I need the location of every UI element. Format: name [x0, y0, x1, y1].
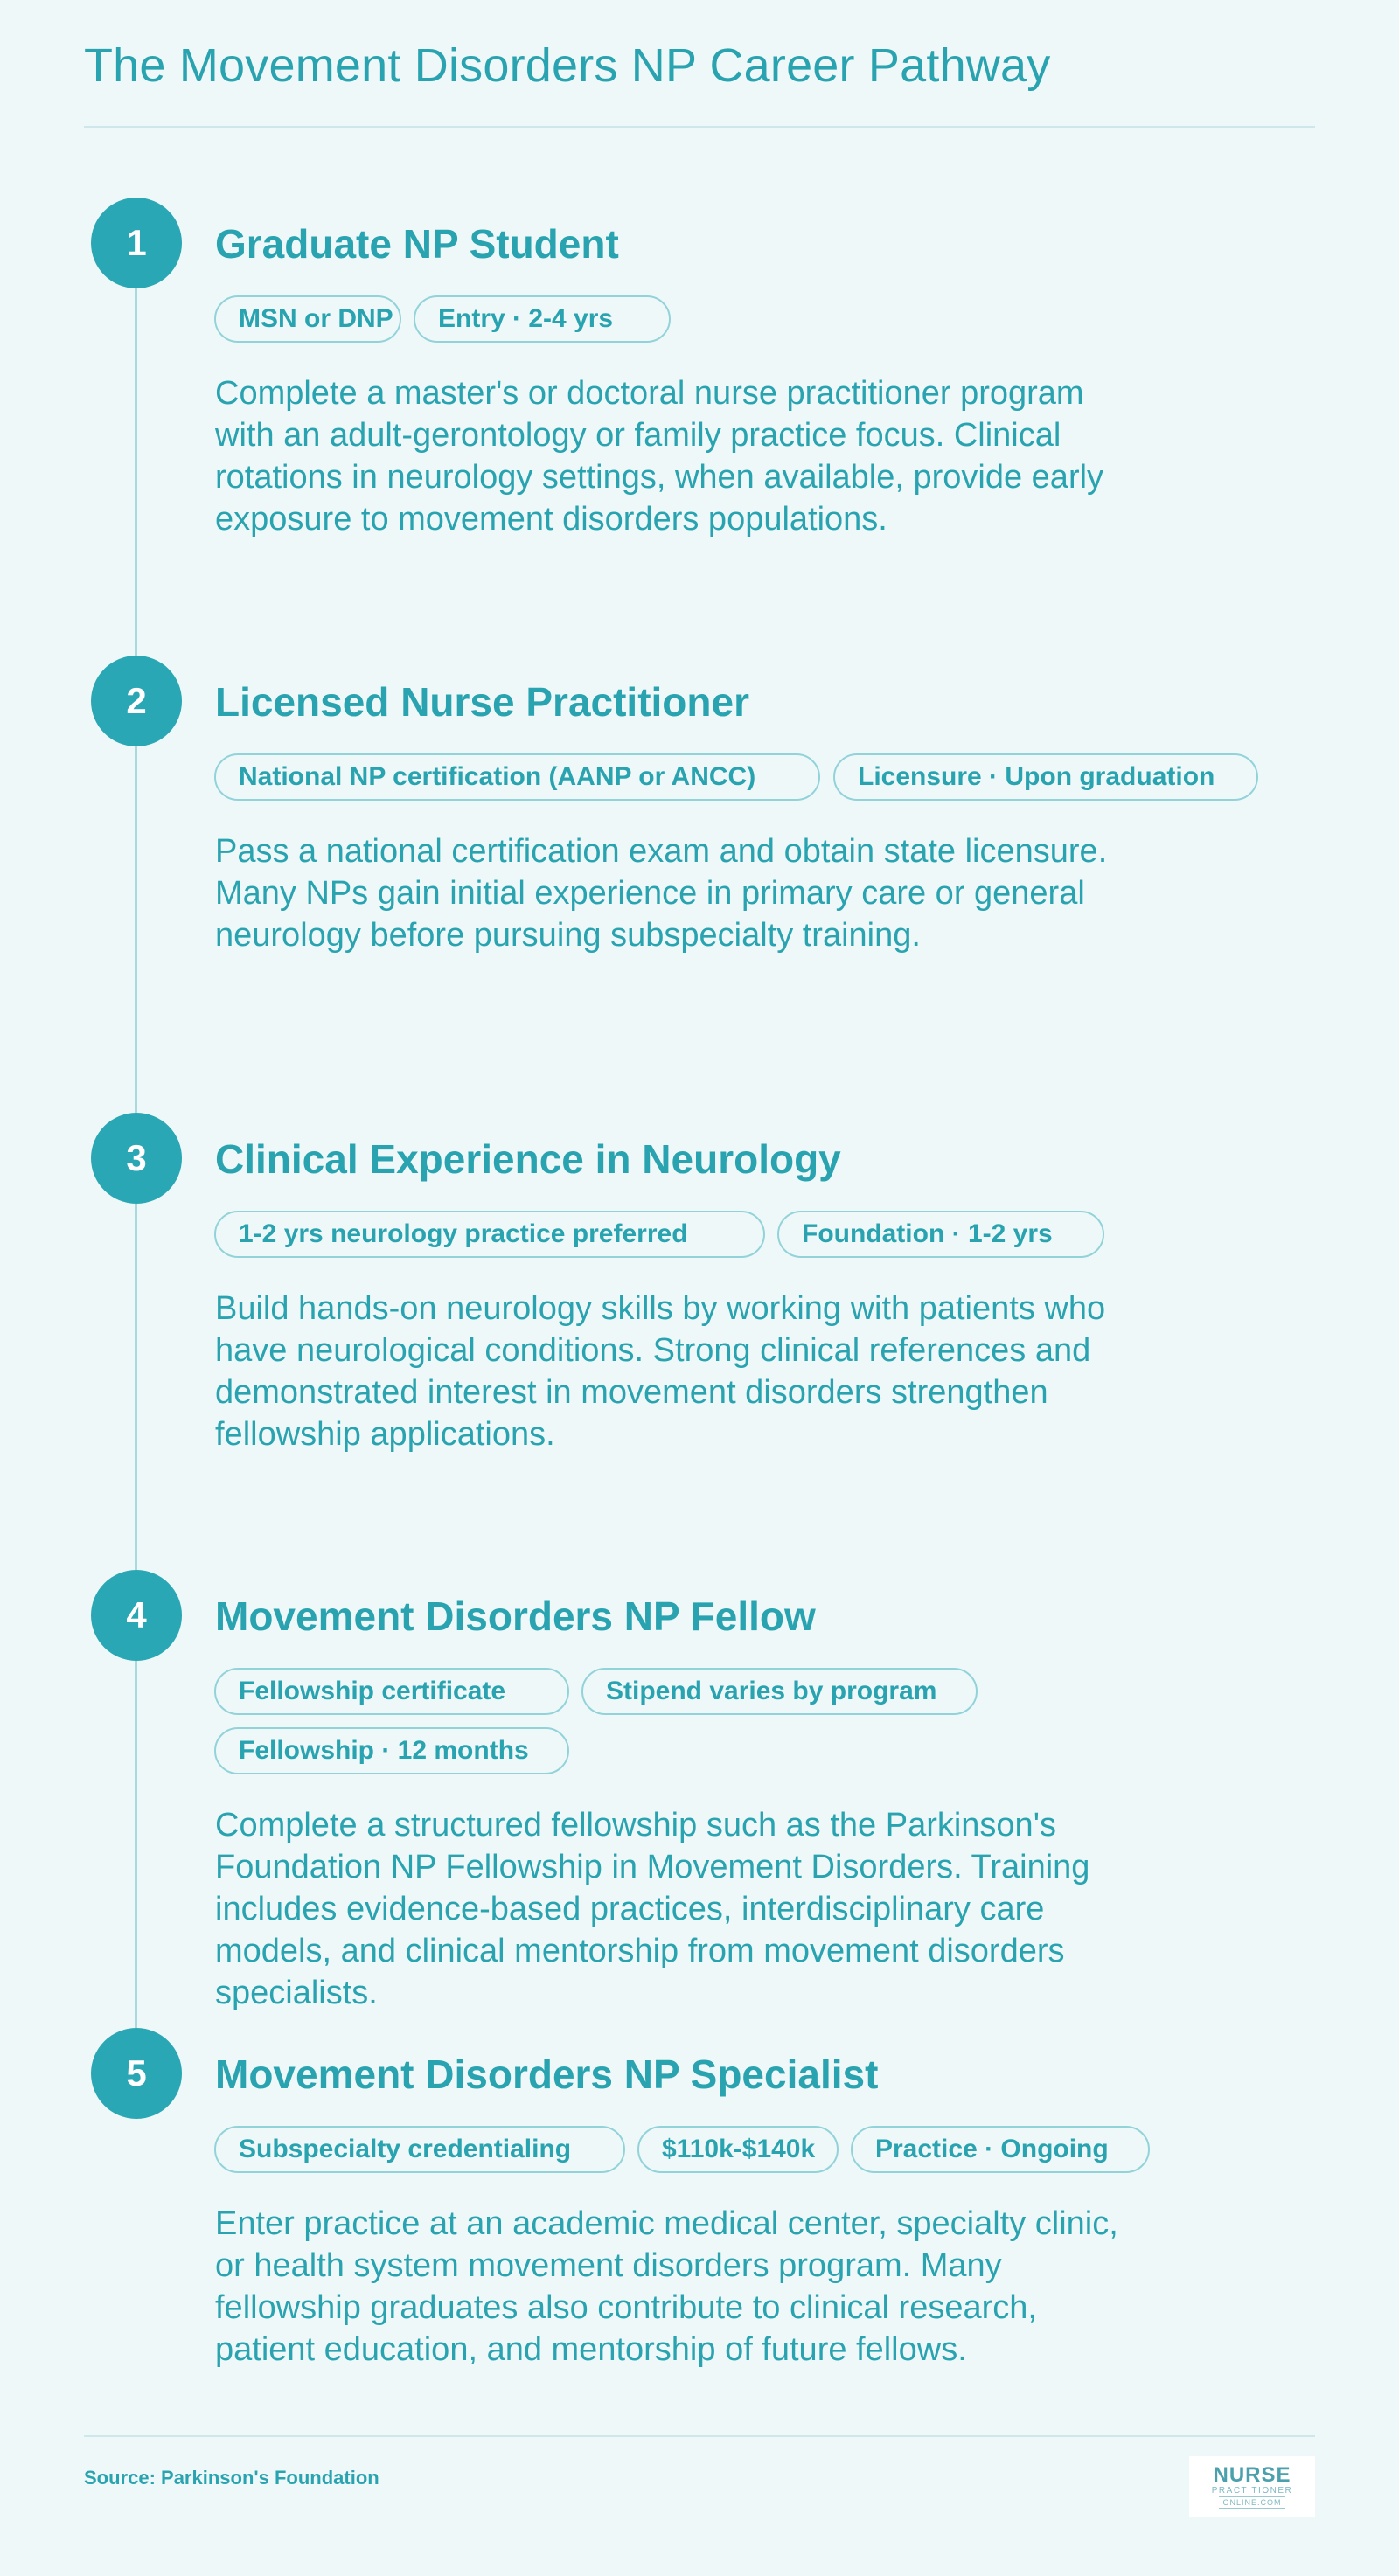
logo-text-sub: PRACTITIONER [1211, 2486, 1293, 2496]
step-tag: Practice · Ongoing [851, 2126, 1150, 2173]
step-title: Movement Disorders NP Specialist [215, 2052, 879, 2097]
step-number-badge: 3 [91, 1113, 182, 1204]
page-title: The Movement Disorders NP Career Pathway [84, 39, 1051, 92]
step-number-badge: 2 [91, 656, 182, 746]
source-credit: Source: Parkinson's Foundation [84, 2467, 379, 2489]
step-number-badge: 1 [91, 198, 182, 288]
step-tag: Subspecialty credentialing [214, 2126, 625, 2173]
step-description: Enter practice at an academic medical center, specialty clinic, or health system movement disorders program. Many fellowship graduates also contribute to clinical research, patient education, and mentorship of future fellows. [215, 2205, 1118, 2368]
step-description: Complete a structured fellowship such as the Parkinson's Foundation NP Fellowship in Movement Disorders. Training includes evidence-based practices, interdisciplinary care models, and clinical mentorship from movement disorders specialists. [215, 1807, 1090, 2011]
step-tag: Fellowship · 12 months [214, 1727, 569, 1774]
step-tag: MSN or DNP [214, 295, 401, 343]
step-description: Pass a national certification exam and obtain state licensure. Many NPs gain initial experience in primary care or general neurology before pursuing subspecialty training. [215, 833, 1108, 954]
step-title: Movement Disorders NP Fellow [215, 1594, 816, 1639]
step-title: Graduate NP Student [215, 221, 619, 267]
logo-text-main: NURSE [1213, 2463, 1291, 2487]
step-tag: National NP certification (AANP or ANCC) [214, 753, 820, 801]
step-title: Clinical Experience in Neurology [215, 1136, 841, 1182]
step-number-badge: 4 [91, 1570, 182, 1661]
nurse-practitioner-online-logo [1189, 2456, 1315, 2517]
logo-text-domain: ONLINE.COM [1219, 2496, 1284, 2509]
step-description: Complete a master's or doctoral nurse practitioner program with an adult-gerontology or family practice focus. Clinical rotations in neurology settings, when available, provide early exposure to movement disorders populations. [215, 375, 1104, 538]
header-divider [84, 126, 1315, 128]
step-tag: Fellowship certificate [214, 1668, 569, 1715]
footer-divider [84, 2435, 1315, 2437]
step-tag: Foundation · 1-2 yrs [777, 1211, 1104, 1258]
step-title: Licensed Nurse Practitioner [215, 679, 749, 725]
step-description: Build hands-on neurology skills by working with patients who have neurological conditions. Strong clinical references and demonstrated interest in movement disorders strengthen fellowship applications. [215, 1290, 1106, 1453]
step-tag: Entry · 2-4 yrs [414, 295, 671, 343]
step-number-badge: 5 [91, 2028, 182, 2119]
step-tag: Stipend varies by program [581, 1668, 978, 1715]
step-tag: Licensure · Upon graduation [833, 753, 1258, 801]
step-tag: $110k-$140k [637, 2126, 839, 2173]
step-tag: 1-2 yrs neurology practice preferred [214, 1211, 765, 1258]
